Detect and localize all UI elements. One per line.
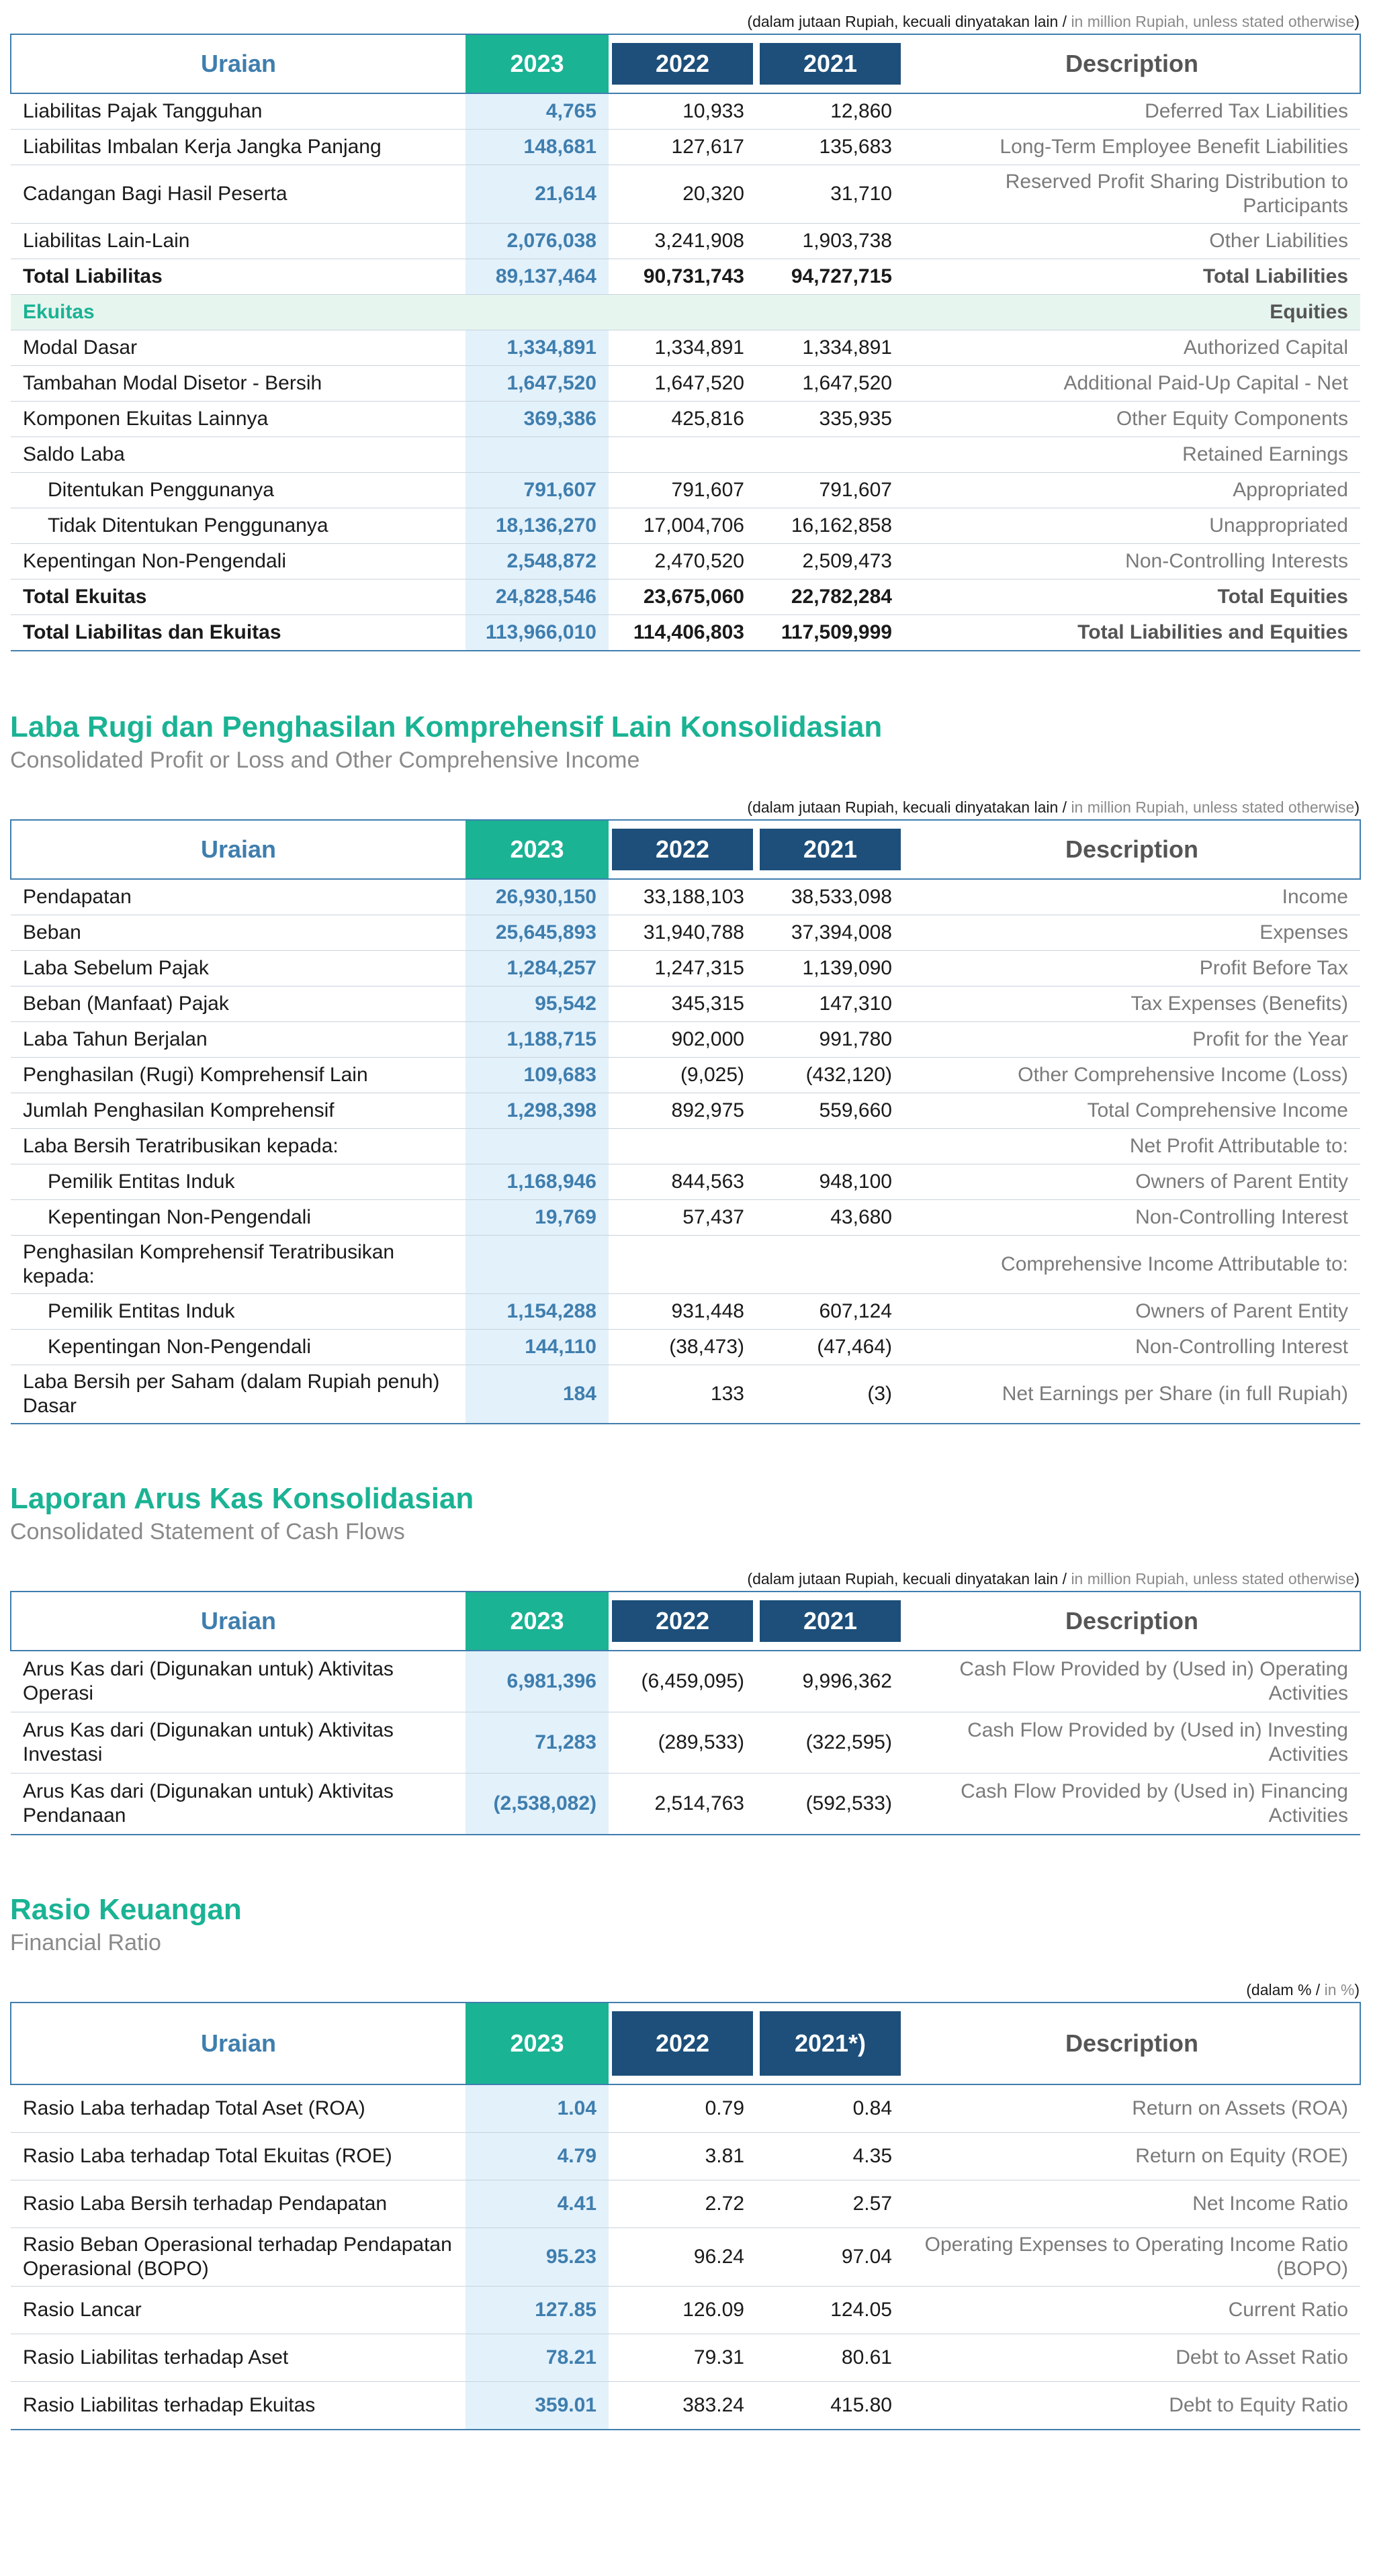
- value-2021: 124.05: [756, 2287, 904, 2334]
- row-label: Rasio Liabilitas terhadap Aset: [11, 2334, 466, 2382]
- table-row: [11, 508, 1360, 544]
- unit-note-en: in million Rupiah, unless stated otherwise: [1071, 13, 1355, 30]
- value-2021: 135,683: [756, 130, 904, 165]
- value-2022: 892,975: [609, 1093, 756, 1129]
- row-label: Beban (Manfaat) Pajak: [11, 986, 466, 1022]
- value-2023: 95.23: [466, 2228, 609, 2287]
- value-2023: 95,542: [466, 986, 609, 1022]
- table-row: [11, 295, 1360, 330]
- row-description: Other Equity Components: [904, 402, 1360, 437]
- value-2021: 607,124: [756, 1294, 904, 1330]
- table-row: [11, 1294, 1360, 1330]
- table-row: [11, 615, 1360, 651]
- value-2023: 89,137,464: [466, 259, 609, 295]
- value-2021: 791,607: [756, 473, 904, 508]
- row-label: Arus Kas dari (Digunakan untuk) Aktivitas Pendanaan: [11, 1774, 466, 1835]
- row-label: Beban: [11, 915, 466, 951]
- header-uraian: Uraian: [11, 820, 466, 879]
- row-label: Penghasilan (Rugi) Komprehensif Lain: [11, 1058, 466, 1093]
- value-2021: (322,595): [756, 1712, 904, 1774]
- unit-note-en: in million Rupiah, unless stated otherwise: [1071, 1570, 1355, 1588]
- table-row: [11, 2133, 1360, 2180]
- table-row: [11, 1651, 1360, 1712]
- row-label: Rasio Lancar: [11, 2287, 466, 2334]
- value-2022: 902,000: [609, 1022, 756, 1058]
- header-description: Description: [904, 820, 1360, 879]
- value-2021: 117,509,999: [756, 615, 904, 651]
- header-uraian: Uraian: [11, 34, 466, 93]
- header-2022: [609, 820, 756, 879]
- unit-note-id: (dalam jutaan Rupiah, kecuali dinyatakan lain /: [747, 13, 1071, 30]
- value-2021: 43,680: [756, 1200, 904, 1236]
- value-2023: 2,076,038: [466, 224, 609, 259]
- table-row: [11, 2084, 1360, 2133]
- header-2023: 2023: [466, 34, 609, 93]
- unit-note-en: in million Rupiah, unless stated otherwise: [1071, 798, 1355, 816]
- table-row: [11, 915, 1360, 951]
- row-label: Total Liabilitas: [11, 259, 466, 295]
- value-2023: 369,386: [466, 402, 609, 437]
- value-2022: 791,607: [609, 473, 756, 508]
- value-2023: 127.85: [466, 2287, 609, 2334]
- value-2023: 109,683: [466, 1058, 609, 1093]
- value-2022: 33,188,103: [609, 879, 756, 915]
- value-2023: 26,930,150: [466, 879, 609, 915]
- value-2021: 12,860: [756, 93, 904, 130]
- table-row: [11, 2228, 1360, 2287]
- value-2023: 144,110: [466, 1330, 609, 1365]
- balance-sheet-table: [10, 34, 1361, 651]
- value-2022: [609, 437, 756, 473]
- header-2022-label: 2022: [612, 43, 753, 85]
- value-2023: 2,548,872: [466, 544, 609, 580]
- row-description: Tax Expenses (Benefits): [904, 986, 1360, 1022]
- value-2021: 1,334,891: [756, 330, 904, 366]
- row-label: Rasio Liabilitas terhadap Ekuitas: [11, 2382, 466, 2430]
- table-row: [11, 402, 1360, 437]
- header-2023: 2023: [466, 1592, 609, 1651]
- value-2021: [756, 1129, 904, 1164]
- value-2023: [466, 295, 609, 330]
- value-2023: [466, 1129, 609, 1164]
- value-2022: (9,025): [609, 1058, 756, 1093]
- value-2022: 17,004,706: [609, 508, 756, 544]
- value-2021: 1,647,520: [756, 366, 904, 402]
- table-row: [11, 259, 1360, 295]
- value-2021: (432,120): [756, 1058, 904, 1093]
- unit-note-id: (dalam jutaan Rupiah, kecuali dinyatakan lain /: [747, 1570, 1071, 1588]
- row-label: Liabilitas Imbalan Kerja Jangka Panjang: [11, 130, 466, 165]
- row-description: Non-Controlling Interests: [904, 544, 1360, 580]
- row-description: Other Liabilities: [904, 224, 1360, 259]
- value-2022: 127,617: [609, 130, 756, 165]
- row-label: Rasio Laba Bersih terhadap Pendapatan: [11, 2180, 466, 2228]
- header-description: Description: [904, 2003, 1360, 2084]
- table-row: [11, 330, 1360, 366]
- value-2021: 80.61: [756, 2334, 904, 2382]
- header-2021: [756, 820, 904, 879]
- value-2021: 147,310: [756, 986, 904, 1022]
- header-description: Description: [904, 34, 1360, 93]
- row-label: Kepentingan Non-Pengendali: [11, 544, 466, 580]
- value-2022: [609, 295, 756, 330]
- ratio-title: Rasio Keuangan: [10, 1893, 242, 1926]
- table-row: [11, 580, 1360, 615]
- value-2022: (6,459,095): [609, 1651, 756, 1712]
- ratio-subtitle: Financial Ratio: [10, 1930, 161, 1956]
- row-description: Deferred Tax Liabilities: [904, 93, 1360, 130]
- row-description: Income: [904, 879, 1360, 915]
- value-2022: 133: [609, 1365, 756, 1424]
- value-2023: 113,966,010: [466, 615, 609, 651]
- table-row: [11, 2287, 1360, 2334]
- value-2023: [466, 437, 609, 473]
- table-header-row: [11, 820, 1360, 879]
- value-2022: 2.72: [609, 2180, 756, 2228]
- value-2021: (47,464): [756, 1330, 904, 1365]
- row-description: Other Comprehensive Income (Loss): [904, 1058, 1360, 1093]
- row-description: Total Equities: [904, 580, 1360, 615]
- unit-note-close: ): [1354, 1570, 1360, 1588]
- cash-flow-title: Laporan Arus Kas Konsolidasian: [10, 1482, 474, 1515]
- row-label: Rasio Laba terhadap Total Aset (ROA): [11, 2084, 466, 2133]
- value-2021: 38,533,098: [756, 879, 904, 915]
- header-2022: [609, 2003, 756, 2084]
- table-row: [11, 1093, 1360, 1129]
- row-label: Jumlah Penghasilan Komprehensif: [11, 1093, 466, 1129]
- row-label: Tambahan Modal Disetor - Bersih: [11, 366, 466, 402]
- unit-note-id: (dalam jutaan Rupiah, kecuali dinyatakan lain /: [747, 798, 1071, 816]
- row-description: Retained Earnings: [904, 437, 1360, 473]
- row-description: Net Profit Attributable to:: [904, 1129, 1360, 1164]
- header-2021-label: 2021*): [760, 2011, 901, 2076]
- value-2021: 1,139,090: [756, 951, 904, 986]
- header-2022-label: 2022: [612, 1600, 753, 1642]
- value-2023: 4.79: [466, 2133, 609, 2180]
- row-label: Arus Kas dari (Digunakan untuk) Aktivitas Investasi: [11, 1712, 466, 1774]
- row-description: Comprehensive Income Attributable to:: [904, 1236, 1360, 1294]
- profit-loss-table: [10, 819, 1361, 1424]
- row-description: Reserved Profit Sharing Distribution to Participants: [904, 165, 1360, 224]
- row-label: Pemilik Entitas Induk: [11, 1164, 466, 1200]
- value-2023: 148,681: [466, 130, 609, 165]
- value-2021: [756, 295, 904, 330]
- row-description: Cash Flow Provided by (Used in) Investing Activities: [904, 1712, 1360, 1774]
- value-2023: 184: [466, 1365, 609, 1424]
- row-label: Total Liabilitas dan Ekuitas: [11, 615, 466, 651]
- value-2023: (2,538,082): [466, 1774, 609, 1835]
- cash-flow-subtitle: Consolidated Statement of Cash Flows: [10, 1519, 405, 1545]
- value-2021: 4.35: [756, 2133, 904, 2180]
- table-row: [11, 1774, 1360, 1835]
- value-2022: 383.24: [609, 2382, 756, 2430]
- row-description: Expenses: [904, 915, 1360, 951]
- value-2023: 21,614: [466, 165, 609, 224]
- value-2023: 4,765: [466, 93, 609, 130]
- value-2023: 25,645,893: [466, 915, 609, 951]
- table-row: [11, 2334, 1360, 2382]
- row-description: Authorized Capital: [904, 330, 1360, 366]
- table-header-row: [11, 2003, 1360, 2084]
- value-2023: 78.21: [466, 2334, 609, 2382]
- row-description: Equities: [904, 295, 1360, 330]
- table-row: [11, 437, 1360, 473]
- value-2021: 948,100: [756, 1164, 904, 1200]
- value-2023: 24,828,546: [466, 580, 609, 615]
- row-label: Komponen Ekuitas Lainnya: [11, 402, 466, 437]
- row-label: Liabilitas Lain-Lain: [11, 224, 466, 259]
- row-description: Total Comprehensive Income: [904, 1093, 1360, 1129]
- unit-note: [10, 9, 1360, 34]
- value-2022: (289,533): [609, 1712, 756, 1774]
- unit-note: [10, 1567, 1360, 1591]
- value-2021: 37,394,008: [756, 915, 904, 951]
- value-2021: (3): [756, 1365, 904, 1424]
- row-description: Debt to Asset Ratio: [904, 2334, 1360, 2382]
- row-label: Laba Sebelum Pajak: [11, 951, 466, 986]
- value-2022: 79.31: [609, 2334, 756, 2382]
- value-2022: 23,675,060: [609, 580, 756, 615]
- value-2021: (592,533): [756, 1774, 904, 1835]
- value-2021: 415.80: [756, 2382, 904, 2430]
- financial-highlights-page: [0, 9, 1373, 2576]
- value-2022: 0.79: [609, 2084, 756, 2133]
- value-2022: [609, 1129, 756, 1164]
- table-row: [11, 951, 1360, 986]
- header-uraian: Uraian: [11, 1592, 466, 1651]
- header-2021-label: 2021: [760, 43, 901, 85]
- unit-note-close: ): [1354, 798, 1360, 816]
- row-label: Arus Kas dari (Digunakan untuk) Aktivitas Operasi: [11, 1651, 466, 1712]
- value-2022: 3.81: [609, 2133, 756, 2180]
- row-description: Owners of Parent Entity: [904, 1164, 1360, 1200]
- value-2021: 0.84: [756, 2084, 904, 2133]
- row-description: Profit for the Year: [904, 1022, 1360, 1058]
- value-2022: 1,647,520: [609, 366, 756, 402]
- value-2022: 2,514,763: [609, 1774, 756, 1835]
- row-description: Unappropriated: [904, 508, 1360, 544]
- row-description: Additional Paid-Up Capital - Net: [904, 366, 1360, 402]
- unit-note-en: in %: [1324, 1981, 1355, 1998]
- row-description: Operating Expenses to Operating Income Ratio (BOPO): [904, 2228, 1360, 2287]
- table-row: [11, 1058, 1360, 1093]
- value-2022: 1,247,315: [609, 951, 756, 986]
- row-label: Ditentukan Penggunanya: [11, 473, 466, 508]
- row-description: Long-Term Employee Benefit Liabilities: [904, 130, 1360, 165]
- value-2022: 3,241,908: [609, 224, 756, 259]
- table-row: [11, 224, 1360, 259]
- header-2023: 2023: [466, 820, 609, 879]
- value-2021: 16,162,858: [756, 508, 904, 544]
- value-2021: 1,903,738: [756, 224, 904, 259]
- value-2021: 2,509,473: [756, 544, 904, 580]
- row-description: Net Income Ratio: [904, 2180, 1360, 2228]
- row-description: Debt to Equity Ratio: [904, 2382, 1360, 2430]
- unit-note-close: ): [1354, 13, 1360, 30]
- value-2021: [756, 1236, 904, 1294]
- ratio-table: [10, 2002, 1361, 2430]
- table-row: [11, 879, 1360, 915]
- table-row: [11, 165, 1360, 224]
- value-2022: [609, 1236, 756, 1294]
- value-2023: 1,298,398: [466, 1093, 609, 1129]
- value-2023: 19,769: [466, 1200, 609, 1236]
- value-2023: 1,334,891: [466, 330, 609, 366]
- value-2023: 1,284,257: [466, 951, 609, 986]
- value-2021: 991,780: [756, 1022, 904, 1058]
- table-row: [11, 1022, 1360, 1058]
- row-label: Tidak Ditentukan Penggunanya: [11, 508, 466, 544]
- header-2021: [756, 2003, 904, 2084]
- table-row: [11, 1330, 1360, 1365]
- table-header-row: [11, 34, 1360, 93]
- row-description: Total Liabilities: [904, 259, 1360, 295]
- value-2022: 10,933: [609, 93, 756, 130]
- value-2022: 31,940,788: [609, 915, 756, 951]
- row-label: Laba Bersih Teratribusikan kepada:: [11, 1129, 466, 1164]
- value-2023: 1.04: [466, 2084, 609, 2133]
- row-description: Cash Flow Provided by (Used in) Operating Activities: [904, 1651, 1360, 1712]
- row-label: Cadangan Bagi Hasil Peserta: [11, 165, 466, 224]
- table-row: [11, 2382, 1360, 2430]
- header-2022: [609, 34, 756, 93]
- unit-note-close: ): [1354, 1981, 1360, 1998]
- table-row: [11, 1236, 1360, 1294]
- row-label: Penghasilan Komprehensif Teratribusikan kepada:: [11, 1236, 466, 1294]
- value-2022: 425,816: [609, 402, 756, 437]
- table-row: [11, 1200, 1360, 1236]
- table-row: [11, 1365, 1360, 1424]
- value-2022: 57,437: [609, 1200, 756, 1236]
- value-2023: 18,136,270: [466, 508, 609, 544]
- value-2023: 71,283: [466, 1712, 609, 1774]
- header-2021-label: 2021: [760, 1600, 901, 1642]
- value-2023: 6,981,396: [466, 1651, 609, 1712]
- table-row: [11, 473, 1360, 508]
- row-description: Total Liabilities and Equities: [904, 615, 1360, 651]
- value-2021: 2.57: [756, 2180, 904, 2228]
- value-2021: 97.04: [756, 2228, 904, 2287]
- table-row: [11, 2180, 1360, 2228]
- row-label: Total Ekuitas: [11, 580, 466, 615]
- value-2023: 1,168,946: [466, 1164, 609, 1200]
- table-row: [11, 986, 1360, 1022]
- row-description: Profit Before Tax: [904, 951, 1360, 986]
- value-2021: 335,935: [756, 402, 904, 437]
- table-row: [11, 93, 1360, 130]
- row-label: Laba Bersih per Saham (dalam Rupiah penuh) Dasar: [11, 1365, 466, 1424]
- header-description: Description: [904, 1592, 1360, 1651]
- table-header-row: [11, 1592, 1360, 1651]
- value-2022: 2,470,520: [609, 544, 756, 580]
- value-2022: 931,448: [609, 1294, 756, 1330]
- row-label: Laba Tahun Berjalan: [11, 1022, 466, 1058]
- value-2021: [756, 437, 904, 473]
- value-2023: 1,154,288: [466, 1294, 609, 1330]
- value-2022: 20,320: [609, 165, 756, 224]
- header-2023: 2023: [466, 2003, 609, 2084]
- value-2021: 31,710: [756, 165, 904, 224]
- value-2022: 90,731,743: [609, 259, 756, 295]
- value-2023: 1,647,520: [466, 366, 609, 402]
- row-description: Appropriated: [904, 473, 1360, 508]
- row-label: Saldo Laba: [11, 437, 466, 473]
- value-2022: 345,315: [609, 986, 756, 1022]
- unit-note-id: (dalam % /: [1246, 1981, 1325, 1998]
- row-description: Non-Controlling Interest: [904, 1200, 1360, 1236]
- row-label: Modal Dasar: [11, 330, 466, 366]
- row-description: Cash Flow Provided by (Used in) Financing Activities: [904, 1774, 1360, 1835]
- row-label: Rasio Laba terhadap Total Ekuitas (ROE): [11, 2133, 466, 2180]
- value-2023: 4.41: [466, 2180, 609, 2228]
- value-2023: 1,188,715: [466, 1022, 609, 1058]
- unit-note: [10, 795, 1360, 819]
- value-2022: 844,563: [609, 1164, 756, 1200]
- row-description: Return on Equity (ROE): [904, 2133, 1360, 2180]
- row-label: Kepentingan Non-Pengendali: [11, 1200, 466, 1236]
- row-description: Non-Controlling Interest: [904, 1330, 1360, 1365]
- header-2021-label: 2021: [760, 829, 901, 870]
- cash-flow-table: [10, 1591, 1361, 1835]
- row-description: Net Earnings per Share (in full Rupiah): [904, 1365, 1360, 1424]
- value-2022: 96.24: [609, 2228, 756, 2287]
- header-2022-label: 2022: [612, 829, 753, 870]
- value-2022: 114,406,803: [609, 615, 756, 651]
- value-2023: [466, 1236, 609, 1294]
- table-row: [11, 1712, 1360, 1774]
- row-label: Pemilik Entitas Induk: [11, 1294, 466, 1330]
- table-row: [11, 130, 1360, 165]
- value-2022: 126.09: [609, 2287, 756, 2334]
- row-label: Liabilitas Pajak Tangguhan: [11, 93, 466, 130]
- row-description: Current Ratio: [904, 2287, 1360, 2334]
- value-2021: 94,727,715: [756, 259, 904, 295]
- row-label: Pendapatan: [11, 879, 466, 915]
- value-2022: 1,334,891: [609, 330, 756, 366]
- table-row: [11, 544, 1360, 580]
- header-uraian: Uraian: [11, 2003, 466, 2084]
- unit-note: [10, 1978, 1360, 2002]
- value-2023: 791,607: [466, 473, 609, 508]
- row-description: Return on Assets (ROA): [904, 2084, 1360, 2133]
- value-2021: 559,660: [756, 1093, 904, 1129]
- header-2022: [609, 1592, 756, 1651]
- row-label: Kepentingan Non-Pengendali: [11, 1330, 466, 1365]
- value-2023: 359.01: [466, 2382, 609, 2430]
- value-2021: 22,782,284: [756, 580, 904, 615]
- table-row: [11, 1164, 1360, 1200]
- header-2021: [756, 34, 904, 93]
- header-2022-label: 2022: [612, 2011, 753, 2076]
- value-2022: (38,473): [609, 1330, 756, 1365]
- header-2021: [756, 1592, 904, 1651]
- row-label: Ekuitas: [11, 295, 466, 330]
- row-label: Rasio Beban Operasional terhadap Pendapatan Operasional (BOPO): [11, 2228, 466, 2287]
- profit-loss-title: Laba Rugi dan Penghasilan Komprehensif Lain Konsolidasian: [10, 710, 883, 743]
- row-description: Owners of Parent Entity: [904, 1294, 1360, 1330]
- profit-loss-subtitle: Consolidated Profit or Loss and Other Comprehensive Income: [10, 747, 640, 773]
- table-row: [11, 366, 1360, 402]
- value-2021: 9,996,362: [756, 1651, 904, 1712]
- table-row: [11, 1129, 1360, 1164]
